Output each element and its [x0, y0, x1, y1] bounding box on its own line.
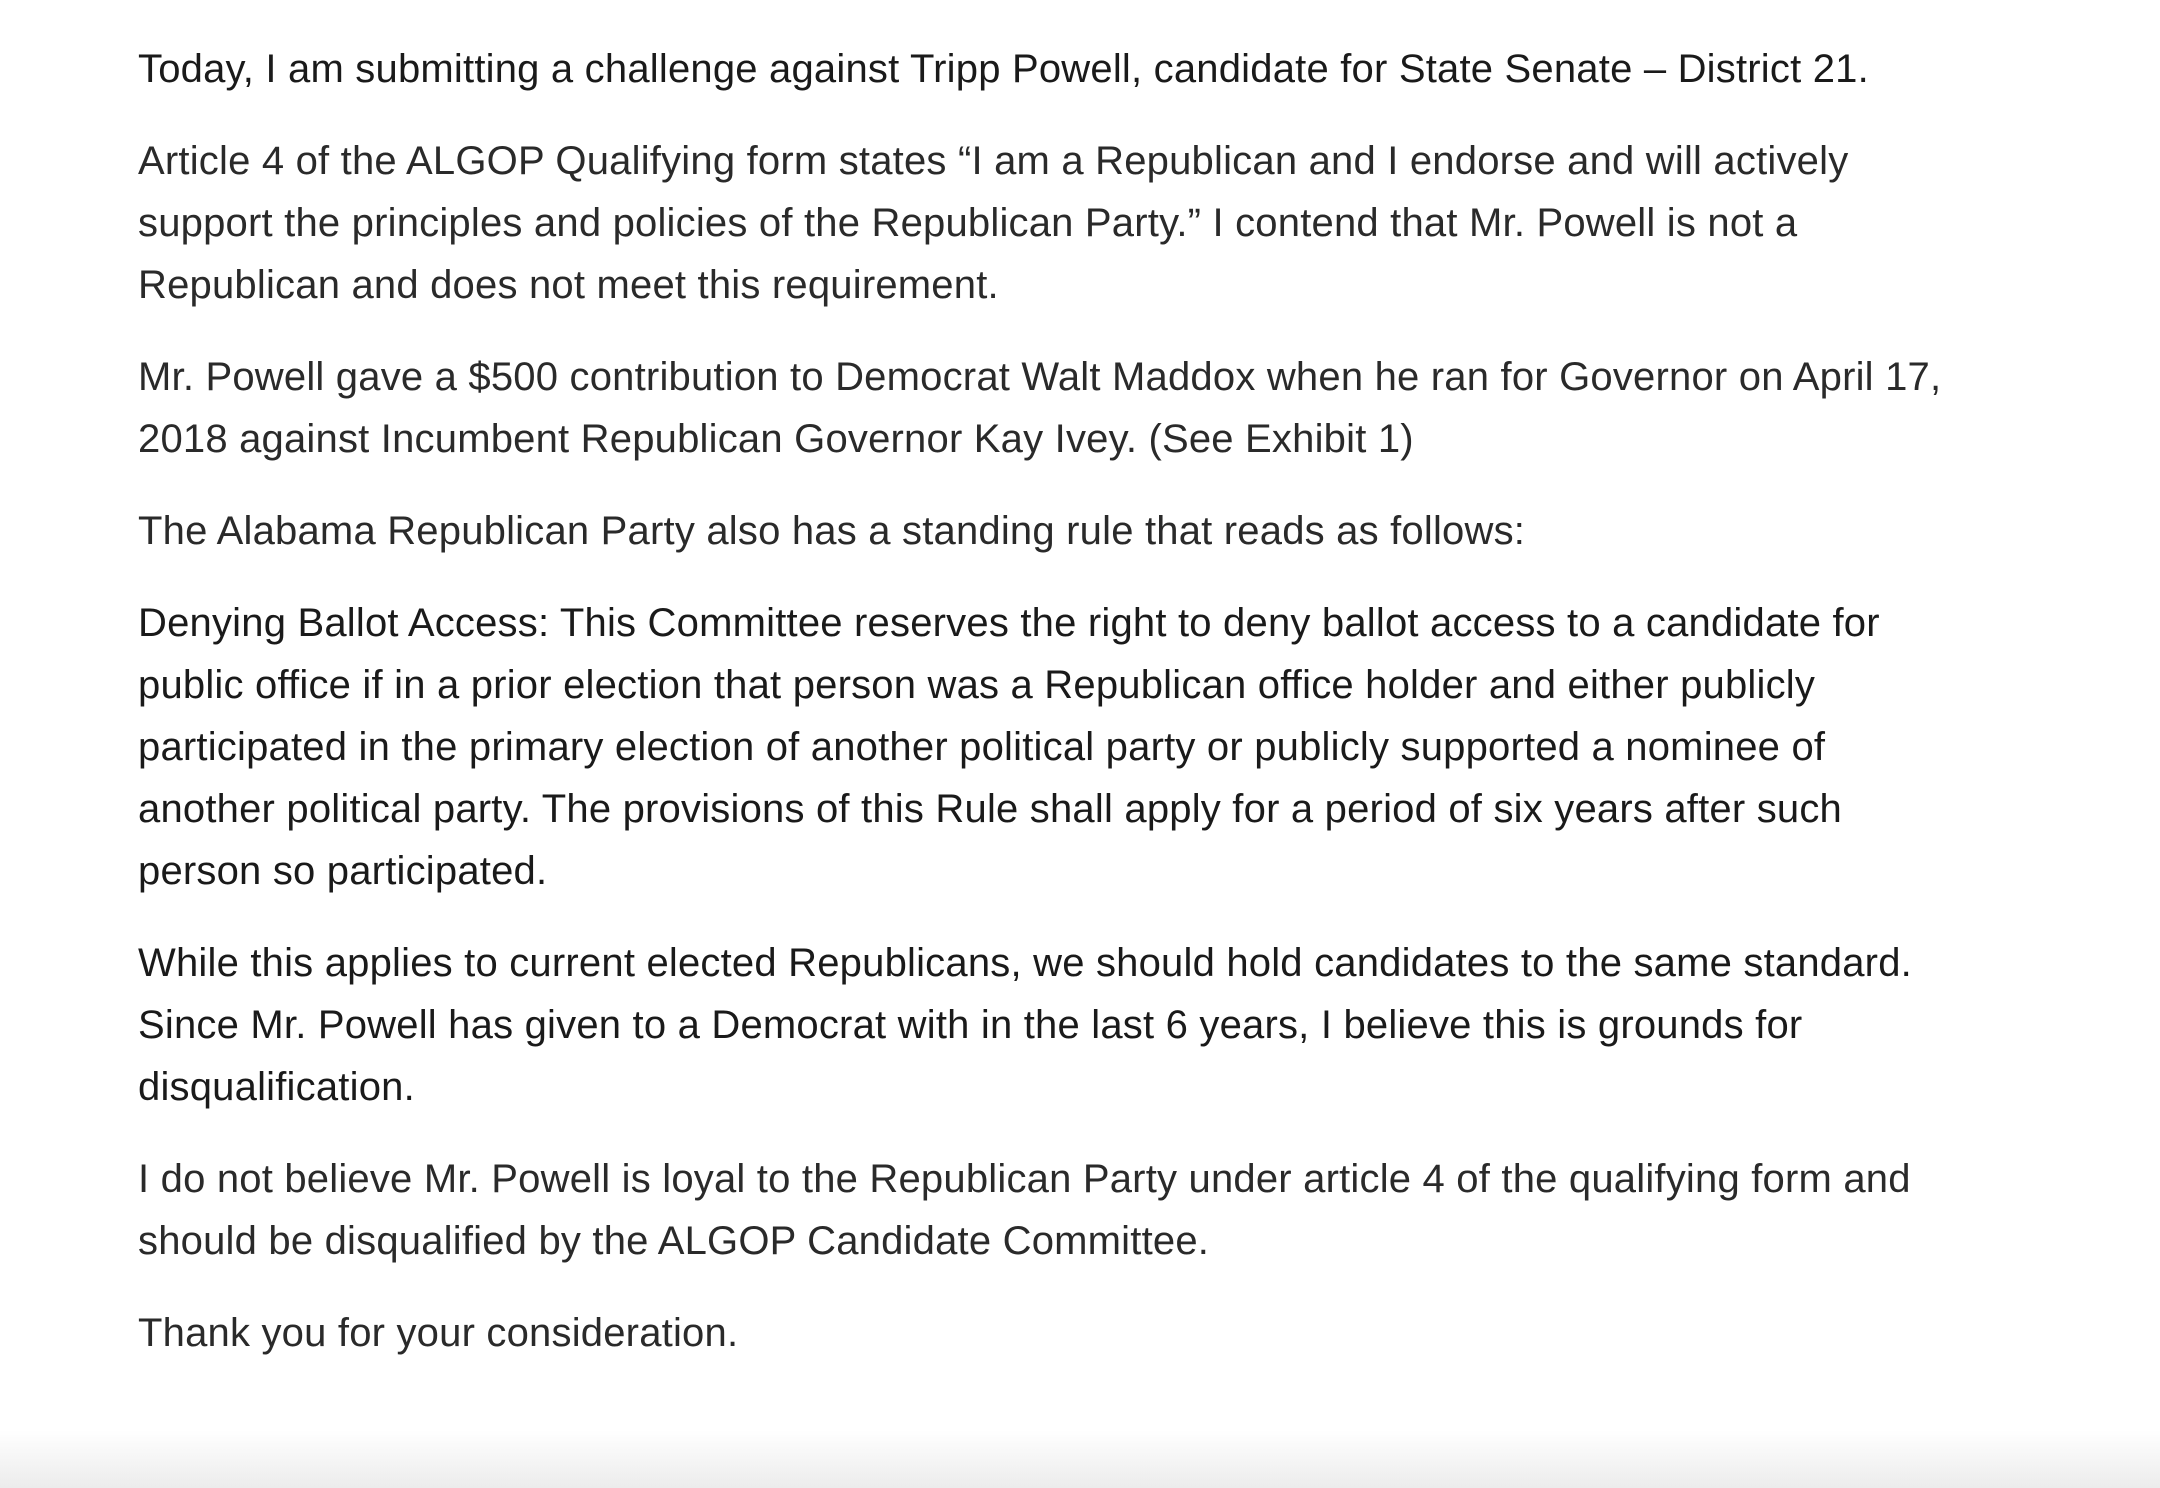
paragraph-denying-ballot-access-rule: Denying Ballot Access: This Committee reserves the right to deny ballot access to a candidate for public office if in a prior election that person was a Republican office holder and either publicly participated in the primary election of another political party or publicly supported a nominee of another political party. The provisions of this Rule shall apply for a period of six years after such person so participated.: [138, 601, 1880, 893]
bottom-edge-shadow: [0, 1430, 2160, 1488]
paragraph-disqualification-request: I do not believe Mr. Powell is loyal to the Republican Party under article 4 of the qualifying form and should be disqualified by the ALGOP Candidate Committee.: [138, 1157, 1911, 1263]
paragraph-contribution: Mr. Powell gave a $500 contribution to Democrat Walt Maddox when he ran for Governor on April 17, 2018 against Incumbent Republican Governor Kay Ivey. (See Exhibit 1): [138, 355, 1942, 461]
paragraph-article-4: Article 4 of the ALGOP Qualifying form states “I am a Republican and I endorse and will actively support the principles and policies of the Republican Party.” I contend that Mr. Powell is not a Republican and does not meet this requirement.: [138, 139, 1849, 307]
letter-body: [138, 38, 1958, 1394]
paragraph-challenge-intro: Today, I am submitting a challenge against Tripp Powell, candidate for State Senate – District 21.: [138, 47, 1869, 91]
paragraph-standing-rule-intro: The Alabama Republican Party also has a standing rule that reads as follows:: [138, 509, 1526, 553]
paragraph-closing: Thank you for your consideration.: [138, 1311, 739, 1355]
paragraph-standard-argument: While this applies to current elected Republicans, we should hold candidates to the same standard. Since Mr. Powell has given to a Democrat with in the last 6 years, I believe this is grounds for disqualification.: [138, 941, 1912, 1109]
